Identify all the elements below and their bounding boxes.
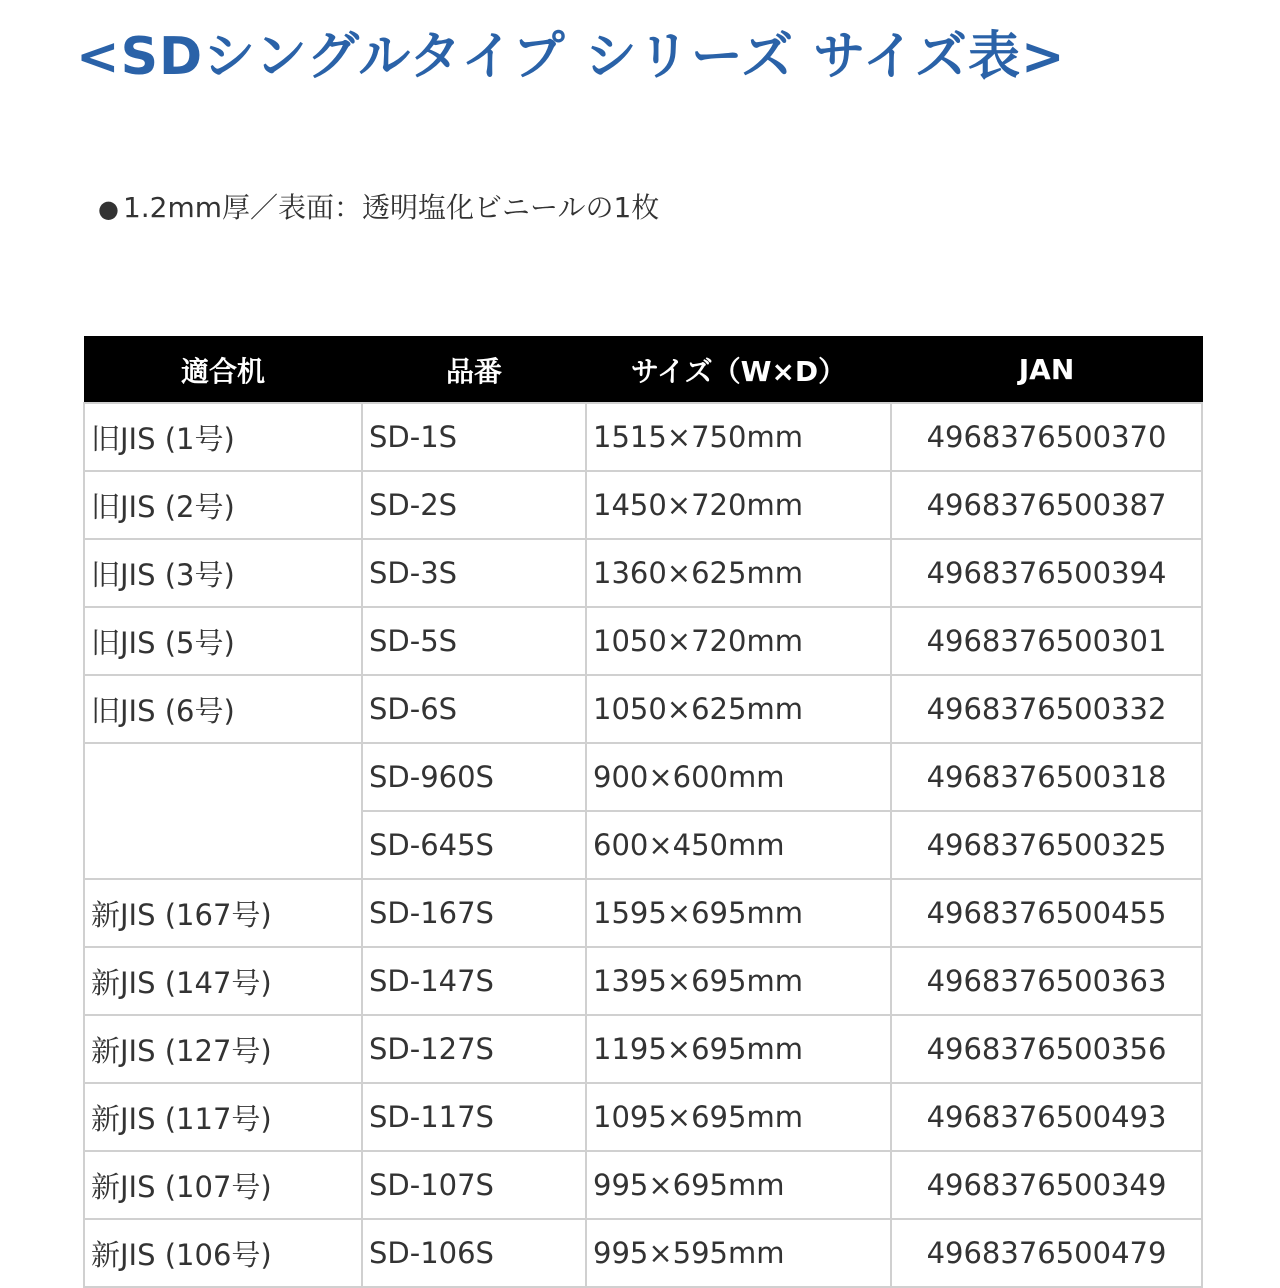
cell-jan: 4968376500479 xyxy=(891,1219,1202,1287)
cell-size: 995×695mm xyxy=(586,1151,891,1219)
cell-code: SD-5S xyxy=(362,607,586,675)
cell-jan: 4968376500356 xyxy=(891,1015,1202,1083)
cell-code: SD-960S xyxy=(362,743,586,811)
cell-code: SD-3S xyxy=(362,539,586,607)
cell-code: SD-127S xyxy=(362,1015,586,1083)
cell-desk: 旧JIS (6号) xyxy=(84,675,362,743)
page-title: <SDシングルタイプ シリーズ サイズ表> xyxy=(76,27,1066,87)
cell-code: SD-117S xyxy=(362,1083,586,1151)
cell-code: SD-167S xyxy=(362,879,586,947)
table-row xyxy=(84,947,1202,1015)
cell-desk: 旧JIS (5号) xyxy=(84,607,362,675)
cell-desk: 旧JIS (2号) xyxy=(84,471,362,539)
cell-jan: 4968376500455 xyxy=(891,879,1202,947)
table-row xyxy=(84,1219,1202,1287)
cell-desk: 新JIS (127号) xyxy=(84,1015,362,1083)
cell-size: 1515×750mm xyxy=(586,403,891,471)
cell-desk: 旧JIS (3号) xyxy=(84,539,362,607)
cell-code: SD-6S xyxy=(362,675,586,743)
spec-text: 1.2mm厚／表面：透明塩化ビニールの1枚 xyxy=(122,191,660,224)
cell-size: 1195×695mm xyxy=(586,1015,891,1083)
cell-size: 1450×720mm xyxy=(586,471,891,539)
cell-desk: 新JIS (107号) xyxy=(84,1151,362,1219)
header-code: 品番 xyxy=(362,337,586,404)
spec-note xyxy=(98,186,659,226)
table-row xyxy=(84,879,1202,947)
header-desk: 適合机 xyxy=(84,337,362,404)
bullet-icon: ● xyxy=(98,195,119,223)
cell-desk: 新JIS (147号) xyxy=(84,947,362,1015)
table-row xyxy=(84,1083,1202,1151)
cell-size: 1395×695mm xyxy=(586,947,891,1015)
table-row xyxy=(84,403,1202,471)
table-row xyxy=(84,1151,1202,1219)
cell-size: 600×450mm xyxy=(586,811,891,879)
cell-code: SD-147S xyxy=(362,947,586,1015)
cell-size: 1595×695mm xyxy=(586,879,891,947)
cell-size: 900×600mm xyxy=(586,743,891,811)
size-table xyxy=(83,336,1203,1288)
cell-size: 1360×625mm xyxy=(586,539,891,607)
cell-size: 1050×720mm xyxy=(586,607,891,675)
table-row xyxy=(84,1015,1202,1083)
cell-jan: 4968376500349 xyxy=(891,1151,1202,1219)
cell-jan: 4968376500493 xyxy=(891,1083,1202,1151)
cell-jan: 4968376500332 xyxy=(891,675,1202,743)
table-row xyxy=(84,675,1202,743)
cell-jan: 4968376500394 xyxy=(891,539,1202,607)
cell-code: SD-2S xyxy=(362,471,586,539)
cell-jan: 4968376500318 xyxy=(891,743,1202,811)
table-row xyxy=(84,607,1202,675)
header-jan: JAN xyxy=(891,337,1202,404)
cell-jan: 4968376500363 xyxy=(891,947,1202,1015)
table-header-row xyxy=(84,337,1202,404)
cell-desk: 新JIS (106号) xyxy=(84,1219,362,1287)
cell-code: SD-645S xyxy=(362,811,586,879)
header-size: サイズ（W×D） xyxy=(586,337,891,404)
cell-code: SD-1S xyxy=(362,403,586,471)
cell-desk: 旧JIS (1号) xyxy=(84,403,362,471)
cell-jan: 4968376500301 xyxy=(891,607,1202,675)
cell-code: SD-107S xyxy=(362,1151,586,1219)
cell-desk-empty xyxy=(84,743,362,879)
cell-size: 1050×625mm xyxy=(586,675,891,743)
cell-desk: 新JIS (117号) xyxy=(84,1083,362,1151)
table-row xyxy=(84,471,1202,539)
table-row xyxy=(84,539,1202,607)
cell-jan: 4968376500325 xyxy=(891,811,1202,879)
cell-desk: 新JIS (167号) xyxy=(84,879,362,947)
cell-code: SD-106S xyxy=(362,1219,586,1287)
cell-size: 995×595mm xyxy=(586,1219,891,1287)
table-row xyxy=(84,743,1202,811)
cell-jan: 4968376500387 xyxy=(891,471,1202,539)
cell-size: 1095×695mm xyxy=(586,1083,891,1151)
cell-jan: 4968376500370 xyxy=(891,403,1202,471)
